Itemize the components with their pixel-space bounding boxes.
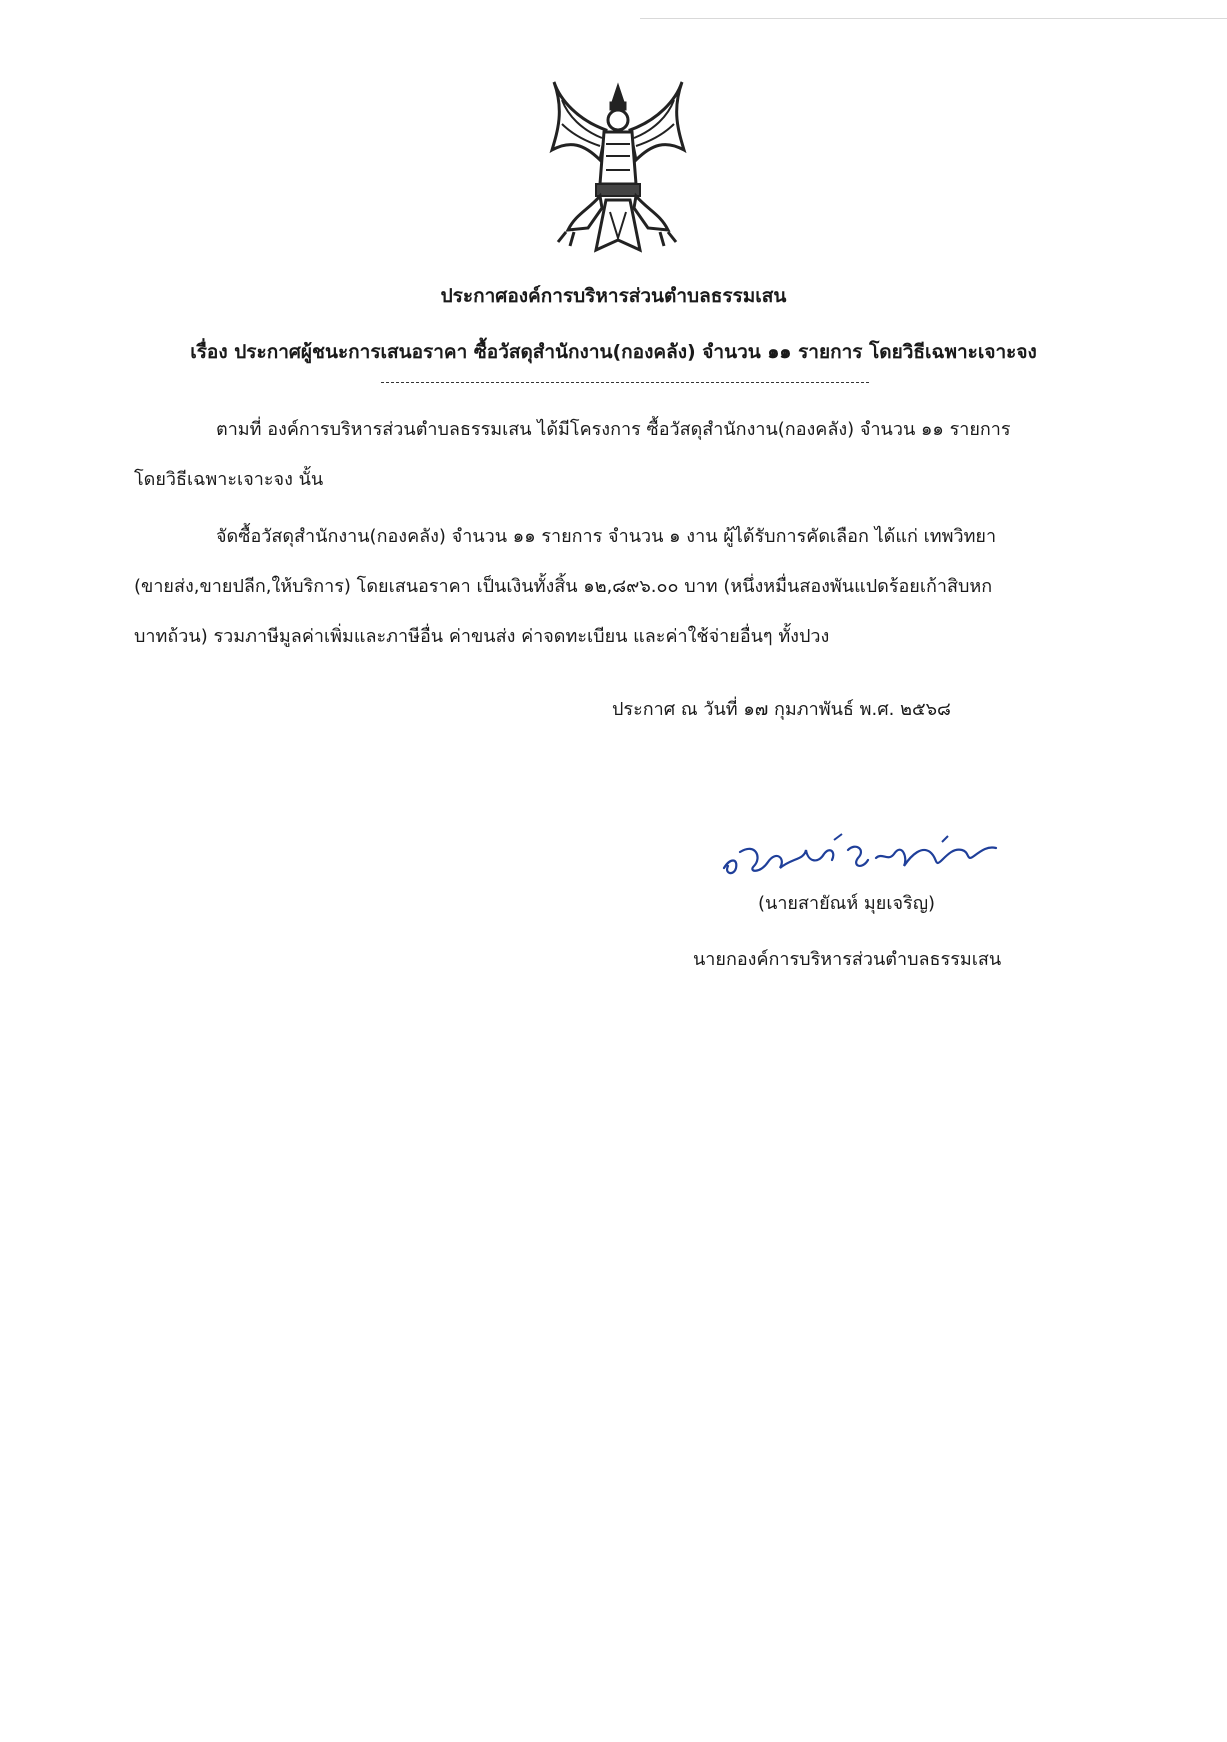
document-title: ประกาศองค์การบริหารส่วนตำบลธรรมเสน	[440, 285, 787, 307]
paragraph-winner-line: จัดซื้อวัสดุสำนักงาน(กองคลัง) จำนวน ๑๑ รายการ จำนวน ๑ งาน ผู้ได้รับการคัดเลือก ได้แก่ เทพวิทยา	[216, 526, 997, 547]
paragraph-winner-line: (ขายส่ง,ขายปลีก,ให้บริการ) โดยเสนอราคา เป็นเงินทั้งสิ้น ๑๒,๘๙๖.๐๐ บาท (หนึ่งหมื่นสองพันแปดร้อยเก้าสิบหก	[134, 576, 993, 597]
paragraph-project	[134, 405, 1120, 505]
dashed-divider	[381, 382, 869, 383]
signer-name: (นายสายัณห์ มุยเจริญ)	[758, 893, 936, 914]
paragraph-winner-line: บาทถ้วน) รวมภาษีมูลค่าเพิ่มและภาษีอื่น ค่าขนส่ง ค่าจดทะเบียน และค่าใช้จ่ายอื่นๆ ทั้งปวง	[134, 626, 830, 647]
handwritten-signature	[716, 828, 1016, 882]
document-subject: เรื่อง ประกาศผู้ชนะการเสนอราคา ซื้อวัสดุสำนักงาน(กองคลัง) จำนวน ๑๑ รายการ โดยวิธีเฉพาะเจาะจง	[190, 341, 1037, 363]
paragraph-project-line: โดยวิธีเฉพาะเจาะจง นั้น	[134, 469, 324, 490]
garuda-emblem-icon	[548, 80, 688, 260]
signer-position: นายกองค์การบริหารส่วนตำบลธรรมเสน	[693, 949, 1002, 970]
announce-date: ประกาศ ณ วันที่ ๑๗ กุมภาพันธ์ พ.ศ. ๒๕๖๘	[612, 699, 951, 720]
scan-edge	[640, 0, 1227, 19]
paragraph-winner	[134, 512, 1120, 662]
paragraph-project-line: ตามที่ องค์การบริหารส่วนตำบลธรรมเสน ได้มีโครงการ ซื้อวัสดุสำนักงาน(กองคลัง) จำนวน ๑๑ รายการ	[216, 419, 1011, 440]
